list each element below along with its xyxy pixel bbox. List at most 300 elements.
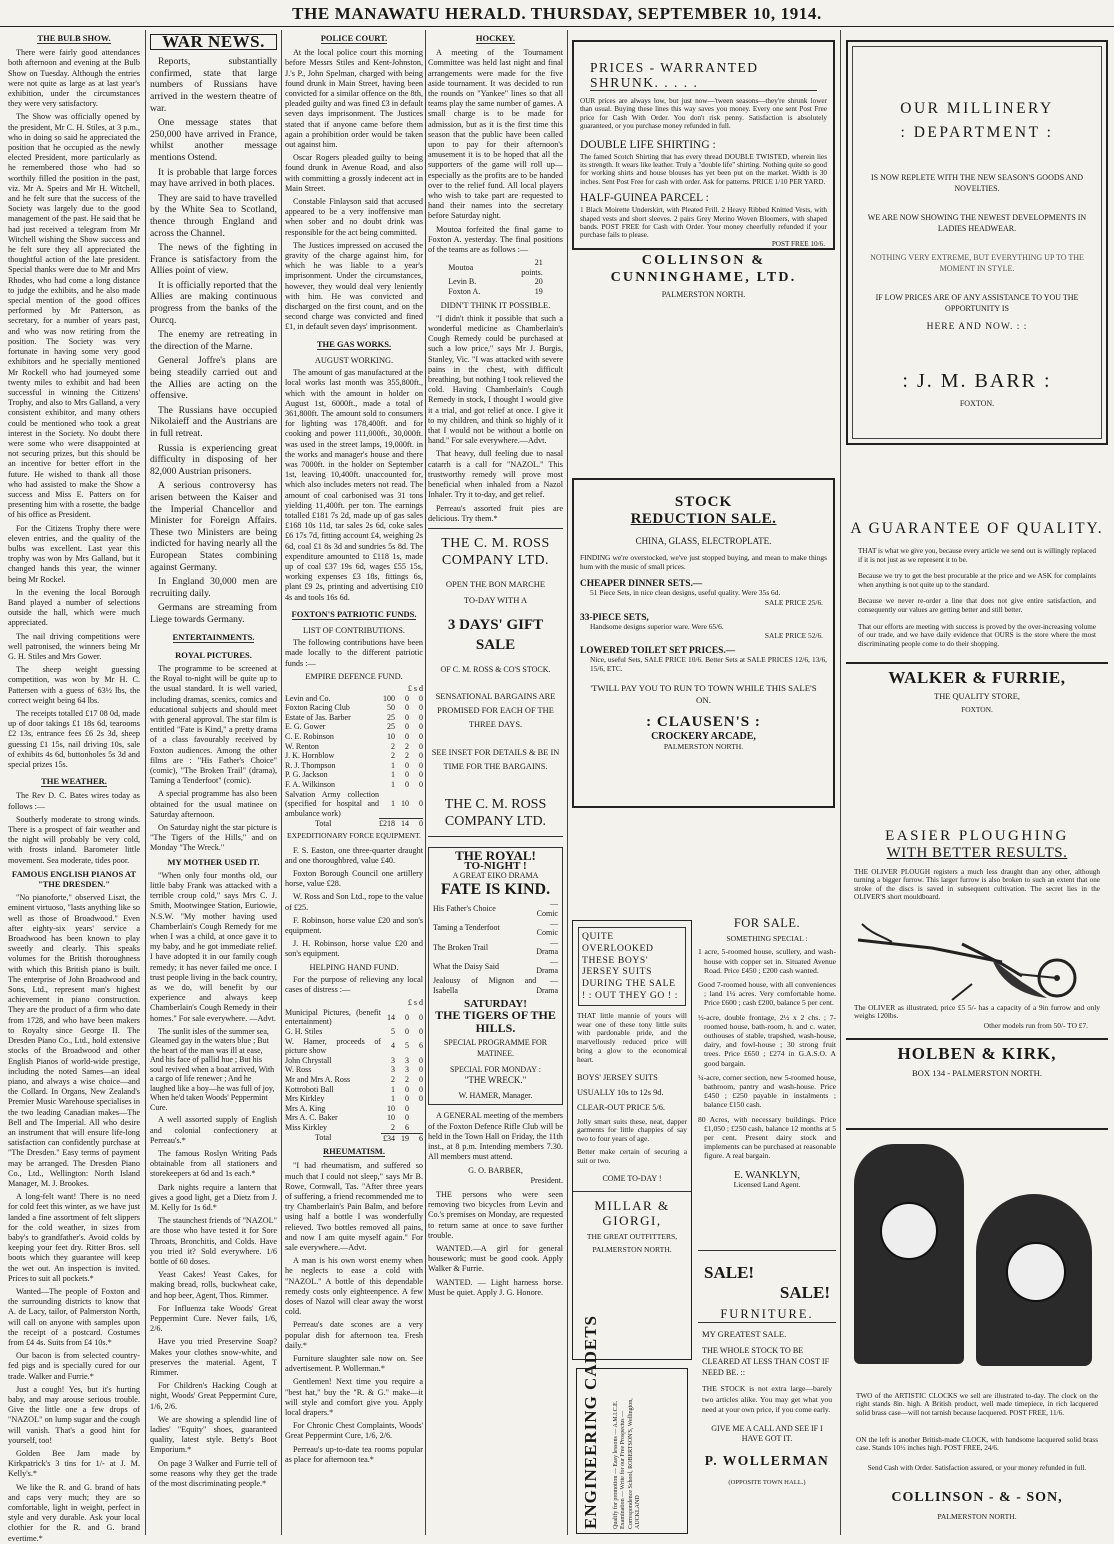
- table-row: [285, 1113, 423, 1123]
- article-paragraph: There were fairly good attendances both afternoon and evening at the Bulb Show on Tuesday. Although the entries were not quite as large as at last year's exhibition, under the circumstances they were very satisfactory.: [8, 48, 140, 109]
- come-today: COME TO-DAY !: [602, 1173, 662, 1183]
- empire-fund-heading: EMPIRE DEFENCE FUND.: [305, 671, 403, 681]
- cadets-title: ENGINEERING CADETS: [581, 1314, 600, 1529]
- article-paragraph: For the purpose of relieving any local cases of distress :—: [285, 974, 423, 995]
- article-paragraph: Perreau's assorted fruit pies are delicious. Try them.*: [428, 503, 563, 523]
- article-paragraph: Perreau's up-to-date tea rooms popular as place for afternoon tea.*: [285, 1444, 423, 1464]
- row-amount: —Drama: [536, 976, 558, 995]
- shirting-heading: DOUBLE LIFE SHIRTING :: [580, 138, 716, 151]
- row-amount: —Comic: [536, 899, 558, 918]
- millinery-line: NOTHING VERY EXTREME, BUT EVERYTHING UP TO THE MOMENT IN STYLE.: [870, 253, 1084, 273]
- row-label: W. Ross: [285, 1065, 312, 1075]
- row-amount: 0: [405, 770, 409, 780]
- mother-heading: MY MOTHER USED IT.: [167, 856, 260, 867]
- table-row: [285, 1123, 423, 1133]
- row-label: Mr and Mrs A. Ross: [285, 1074, 351, 1084]
- parcel-price: POST FREE 10/6.: [771, 239, 825, 248]
- article-paragraph: The enemy are retreating in the direction of the Marne.: [150, 329, 277, 352]
- millar-sub: THE GREAT OUTFITTERS,: [586, 1231, 678, 1241]
- wanklyn-name: E. WANKLYN,: [733, 1169, 801, 1181]
- table-row: [285, 1094, 423, 1104]
- jersey-usual: USUALLY 10s to 12s 9d.: [577, 1087, 664, 1097]
- row-amount: 2: [391, 741, 395, 751]
- total-cell: 19: [395, 1133, 409, 1143]
- total-cell: Total: [315, 1133, 332, 1143]
- rheumatism-heading: RHEUMATISM.: [323, 1146, 385, 1157]
- article-paragraph: The Rev D. C. Bates wires today as follows :—: [8, 791, 140, 811]
- row-amount: 0: [419, 703, 423, 713]
- article-paragraph: A GENERAL meeting of the members of the Foxton Defence Rifle Club will be held in the Town Hall on Friday, the 11th inst., at 8 p.m. Intending members 7.30. All members must attend.: [428, 1111, 563, 1162]
- row-amount: 6: [405, 1122, 409, 1132]
- row-label: Mrs A. King: [285, 1103, 326, 1113]
- article-paragraph: The following contributions have been made locally to the different patriotic funds :—: [285, 638, 423, 668]
- furniture-heading: FURNITURE.: [698, 1307, 836, 1323]
- table-row: [285, 1065, 423, 1075]
- article-paragraph: One message states that 250,000 have arrived in France, whilst another message mentions Ostend.: [150, 117, 277, 163]
- row-label: John Chrystall: [285, 1055, 332, 1065]
- collinson-name: COLLINSON & CUNNINGHAME, LTD.: [610, 252, 797, 285]
- row-amount: 3: [405, 1055, 409, 1065]
- cadets-details: Qualify for promotion — Easy lessons — A.M.I.C.E. Examination — Write for our Free Prospectus — Correspondence School, ROBERTSON'S, Wellington, AUCKLAND: [613, 1398, 642, 1529]
- row-amount: 0: [419, 1094, 423, 1104]
- article-paragraph: Germans are streaming from Liege towards Germany.: [150, 602, 277, 625]
- row-label: Mrs Kirkley: [285, 1094, 325, 1104]
- jersey-clear: CLEAR-OUT PRICE 5/6.: [577, 1102, 666, 1112]
- article-paragraph: A well assorted supply of English and colonial confectionery at Perreau's.*: [150, 1115, 277, 1145]
- article-paragraph: The sheep weight guessing competition, was won by Mr H. C. Pattersen with a guess of 63½ lbs, the correct weight being 64 lbs.: [8, 665, 140, 705]
- table-row: [285, 770, 423, 780]
- article-paragraph: In the evening the local Borough Band played a number of selections outside the hall, which were much appreciated.: [8, 587, 140, 628]
- row-amount: 0: [419, 1027, 423, 1037]
- row-amount: 2: [405, 741, 409, 751]
- ross-company-name: THE C. M. ROSS COMPANY LTD.: [444, 796, 547, 829]
- ad-paragraph: FINDING we're overstocked, we've just stopped buying, and mean to make things hum with the music of small prices.: [580, 553, 827, 571]
- article-paragraph: "I had rheumatism, and suffered so much that I could not sleep," says Mr B. Rowe, Cornwall, Tas. "After three years of suffering, a friend recommended me to try Chamberlain's Pain Balm, and before using half a bottle I was wonderfully relieved. Two bottles removed all pains, and now I am quite myself again." For sale everywhere.—Advt.: [285, 1161, 423, 1252]
- clock-left-illustration: [854, 1144, 964, 1364]
- row-amount: 20: [534, 277, 543, 287]
- row-label: Municipal Pictures, (benefit entertainment): [285, 1007, 381, 1027]
- bulb-show-heading: THE BULB SHOW.: [37, 33, 111, 43]
- table-row: [448, 277, 543, 287]
- barr-name: : J. M. BARR :: [902, 370, 1052, 392]
- forsale-item: ½-acre, double frontage, 2½ x 2 chs. ; 7-roomed house, bath-room, h. and c. water, outhouses of stable, trapshed, wash-house, dairy, and fowl-house ; 30 strong fruit trees. Price £650 ; £274 in G.A.S.O. A good bargain.: [698, 1012, 836, 1068]
- article-paragraph: The staunchest friends of "NAZOL" are those who have tested it for Sore Throats, Bronchitis, and Colds. Have you tried it? Sold everywhere. 1/6 bottle of 60 doses.: [150, 1216, 278, 1266]
- article-paragraph: Our bacon is from selected country-fed pigs and is specially cured for our trade. Walker and Furrie.*: [8, 1351, 140, 1381]
- table-row: [285, 722, 423, 732]
- row-amount: 0: [419, 722, 423, 732]
- column-2: [150, 30, 277, 1535]
- total-row: [285, 1133, 423, 1143]
- royal-tonight: TO-NIGHT !: [464, 859, 527, 872]
- article-paragraph: The famous Roslyn Writing Pads obtainable from all stationers and storekeepers at 6d and 1s each.*: [150, 1148, 277, 1179]
- parcel-heading: HALF-GUINEA PARCEL :: [580, 192, 709, 205]
- row-label: Moutoa: [448, 263, 474, 273]
- table-row: [285, 1056, 423, 1066]
- row-amount: 0: [405, 712, 409, 722]
- royal-manager: W. HAMER, Manager.: [458, 1091, 533, 1101]
- ad-paragraph: Jolly smart suits these, neat, dapper garments for little chappies of say two to four years of age.: [577, 1116, 687, 1144]
- article-paragraph: That heavy, dull feeling due to nasal catarrh is a call for "NAZOL." This trustworthy remedy will prove most beneficial when inhaled from a Nazol Inhaler. Try it to-day, and get relief.: [428, 449, 563, 500]
- article-paragraph: For the Citizens Trophy there were eleven entries, and the quality of the bulbs was excellent. Last year this trophy was won by Mrs Galland, but it changed hands this year, the winner being Mr Rockel.: [8, 523, 140, 584]
- millar-advert: [572, 920, 692, 1360]
- row-label: Kottroboti Ball: [285, 1084, 334, 1094]
- overlooked-heading: QUITE OVERLOOKED THESE BOYS' JERSEY SUITS DURING THE SALE ! : OUT THEY GO ! :: [578, 927, 686, 1006]
- guarantee-heading: A GUARANTEE OF QUALITY.: [850, 520, 1104, 537]
- row-amount: 1: [391, 1084, 395, 1094]
- article-paragraph: For Children's Hacking Cough at night, Woods' Great Peppermint Cure, 1/6, 2/6.: [150, 1381, 277, 1411]
- row-label: Taming a Tenderfoot: [433, 923, 500, 933]
- ad-paragraph: 51 Piece Sets, in nice clean designs, useful quality. Were 35s 6d.: [590, 588, 781, 598]
- row-amount: 0: [419, 770, 423, 780]
- row-amount: 19: [534, 287, 543, 297]
- ross-line: TO-DAY WITH A: [463, 595, 528, 606]
- royal-wreck: "THE WRECK.": [464, 1075, 527, 1086]
- column-rule: [840, 30, 841, 1535]
- row-amount: 0: [405, 1012, 409, 1022]
- table-row: [433, 957, 558, 976]
- classified: WANTED.—A girl for general housework; must be good cook. Apply Walker & Furrie.: [428, 1243, 563, 1274]
- cadets-advert: [576, 1314, 688, 1534]
- article-paragraph: Perreau's date scones are a very popular dish for afternoon tea. Fresh daily.*: [285, 1320, 423, 1350]
- war-news-heading: WAR NEWS.: [150, 34, 277, 50]
- toilet-heading: LOWERED TOILET SET PRICES.—: [580, 646, 736, 657]
- row-amount: 0: [419, 751, 423, 761]
- column-rule: [425, 30, 426, 1535]
- row-amount: 2: [391, 1122, 395, 1132]
- forsale-item: Good 7-roomed house, with all conveniences ; land 1¼ acres. Very comfortable home. Price £600 ; cash £200, balance 5 per cent.: [698, 980, 836, 1008]
- sale-price: SALE PRICE 52/6.: [764, 631, 823, 641]
- table-row: [285, 1104, 423, 1114]
- ad-paragraph: Handsome designs superior ware. Were 65/6.: [590, 621, 724, 631]
- prices-heading: PRICES - WARRANTED SHRUNK. . . . .: [590, 60, 817, 91]
- row-amount: 2: [405, 1074, 409, 1084]
- ross-line: SEE INSET FOR DETAILS & BE IN TIME FOR THE BARGAINS.: [431, 747, 560, 771]
- clausen-sub: CROCKERY ARCADE,: [651, 730, 756, 742]
- article-paragraph: For Chronic Chest Complaints, Woods' Great Peppermint Cure, 1/6, 2/6.: [285, 1421, 423, 1441]
- row-label: R. J. Thompson: [285, 760, 336, 770]
- ad-paragraph: That our efforts are meeting with success is proved by the over-increasing volume of our trade, and we have daily evidence that OURS is the store where the most discriminating people come to do their shopping.: [858, 622, 1096, 648]
- dinner-heading: CHEAPER DINNER SETS.—: [580, 579, 703, 590]
- article-paragraph: General Joffre's plans are being steadily carried out and the Allies are acting on the offensive.: [150, 355, 277, 402]
- article-paragraph: The news of the fighting in France is satisfactory from the Allies point of view.: [150, 242, 277, 277]
- walker-furrie-advert: [846, 495, 1108, 815]
- forsale-sub: SOMETHING SPECIAL :: [726, 934, 808, 944]
- article-paragraph: THE persons who were seen removing two bicycles from Levin and Co.'s premises on Monday, are requested to return same at once to save further trouble.: [428, 1189, 563, 1240]
- hockey-heading: HOCKEY.: [475, 33, 516, 43]
- row-label: Levin and Co.: [285, 693, 331, 703]
- royal-drama: A GREAT EIKO DRAMA: [452, 870, 539, 880]
- royal-ad-heading: THE ROYAL!: [455, 847, 536, 863]
- row-amount: 1: [391, 760, 395, 770]
- ad-paragraph: 1 Black Moirette Underskirt, with Pleated Frill. 2 Heavy Ribbed Knitted Vests, with shaped vests and short sleeves. 2 pairs Grey Merino Woven Bloomers, with shaped bands. POST FREE for Cash with Order. Your money cheerfully refunded if your purchase fails to please.: [580, 206, 827, 240]
- millinery-line: IS NOW REPLETE WITH THE NEW SEASON'S GOODS AND NOVELTIES.: [871, 173, 1083, 193]
- row-amount: 0: [405, 731, 409, 741]
- row-label: P. G. Jackson: [285, 770, 328, 780]
- table-row: [285, 761, 423, 771]
- table-row: [285, 742, 423, 752]
- article-paragraph: It is probable that large forces may have arrived in both places.: [150, 166, 277, 190]
- give-call: GIVE ME A CALL AND SEE IF I HAVE GOT IT.: [711, 1423, 823, 1444]
- row-amount: 3: [405, 1065, 409, 1075]
- article-paragraph: Dark nights require a lantern that gives a good light, get a Dietz from J. M. Kelly for 1s 6d.*: [150, 1182, 277, 1212]
- table-row: [285, 1008, 423, 1027]
- article-paragraph: Constable Finlayson said that accused appeared to be a very inoffensive man when sober and no doubt drink was responsible for the act being committed.: [285, 197, 423, 237]
- sale-price: SALE PRICE 25/6.: [764, 597, 823, 607]
- clocks-advert: [846, 1128, 1108, 1533]
- funds-subheading: LIST OF CONTRIBUTIONS.: [303, 625, 405, 635]
- holben-sub: BOX 134 - PALMERSTON NORTH.: [911, 1067, 1043, 1078]
- millinery-line: WE ARE NOW SHOWING THE NEWEST DEVELOPMENTS IN LADIES HEADWEAR.: [867, 213, 1087, 233]
- row-amount: 0: [405, 703, 409, 713]
- table-row: [433, 899, 558, 918]
- reduction-sale-heading: REDUCTION SALE.: [630, 511, 777, 527]
- row-amount: 4: [391, 1041, 395, 1051]
- helping-fund-table: [285, 998, 423, 1143]
- weather-heading: THE WEATHER.: [41, 776, 107, 787]
- column-rule: [281, 30, 282, 1535]
- article-paragraph: The Russians have occupied Nikolaieff and the Austrians are in full retreat.: [150, 404, 277, 440]
- table-row: [285, 703, 423, 713]
- row-label: Miss Kirkley: [285, 1123, 327, 1133]
- row-amount: 6: [419, 1041, 423, 1051]
- row-amount: 0: [405, 760, 409, 770]
- plough-illustration: [852, 904, 1102, 1004]
- row-amount: 1: [391, 770, 395, 780]
- row-label: What the Daisy Said: [433, 961, 499, 971]
- table-row: [433, 976, 558, 995]
- row-amount: 1: [391, 779, 395, 789]
- row-label: Levin B.: [448, 277, 477, 287]
- row-amount: 0: [405, 1084, 409, 1094]
- total-cell: Total: [315, 818, 332, 828]
- police-court-heading: POLICE COURT.: [320, 33, 388, 43]
- row-label: Foxton A.: [448, 287, 481, 297]
- royal-tigers: THE TIGERS OF THE HILLS.: [435, 1008, 556, 1036]
- pianos-heading: FAMOUS ENGLISH PIANOS AT "THE DRESDEN.": [11, 868, 137, 890]
- total-cell: 6: [409, 1133, 423, 1143]
- row-amount: 0: [419, 712, 423, 722]
- royal-monday: SPECIAL FOR MONDAY :: [450, 1064, 541, 1074]
- ad-paragraph: THE OLIVER PLOUGH registers a much less draught than any other, although turning a bigger furrow. This larger furrow is also broken to such an extent that one stroke of the discs is saved in subsequent cultivation. The secret lies in the OLIVER'S short mouldboard.: [854, 868, 1100, 902]
- helping-hand-heading: HELPING HAND FUND.: [309, 962, 399, 972]
- wollerman-sub: (OPPOSITE TOWN HALL.): [728, 1478, 806, 1486]
- row-amount: [409, 1123, 423, 1133]
- row-amount: 100: [383, 693, 395, 703]
- gas-subheading: AUGUST WORKING.: [314, 355, 394, 365]
- table-row: [285, 780, 423, 790]
- clausen-town: PALMERSTON NORTH.: [663, 741, 744, 751]
- ad-paragraph: The famed Scotch Shirting that has every thread DOUBLE TWISTED, wherein lies its strength. It wears like leather. Truly a "double life" shirting. Nothing quite so good for working shirts and house blouses has yet been put on the market. Width is 30 inches. Sent Post Free for cash with order. Ask for patterns. PRICE 1/10 PER YARD.: [580, 152, 827, 186]
- ross-company-name: THE C. M. ROSS COMPANY LTD.: [441, 535, 550, 568]
- poem: The sunlit isles of the summer sea, Gleamed gay in the waters blue ; But the heart of the man was ill at ease, And his face of pallid hue ; But his soul revived when a boat arrived, With a cargo of life renewer ; And he laughed like a boy—he was full of joy, When he'd taken Woods' Peppermint Cure.: [150, 1026, 275, 1112]
- article-paragraph: J. H. Robinson, horse value £20 and son's equipment.: [285, 939, 423, 959]
- ad-paragraph: Because we try to get the best procurable at the price and we ASK for complaints when anything is not quite up to the standard.: [858, 572, 1096, 589]
- wollerman-advert: [698, 1250, 836, 1534]
- article-paragraph: On Saturday night the star picture is "The Tigers of the Hills," and on Monday "The Wreck.": [150, 822, 277, 853]
- article-paragraph: A special programme has also been obtained for the usual matinee on Saturday afternoon.: [150, 789, 277, 819]
- row-amount: 5: [391, 1027, 395, 1037]
- clausen-name: : CLAUSEN'S :: [646, 713, 761, 730]
- row-label: Foxton Racing Club: [285, 703, 350, 713]
- article-paragraph: For Influenza take Woods' Great Peppermint Cure. Never fails, 1/6, 2/6.: [150, 1303, 277, 1334]
- clausen-advert: [572, 478, 835, 808]
- row-amount: 0: [405, 722, 409, 732]
- article-paragraph: The programme to be screened at the Royal to-night will be quite up to the usual standard. It is well varied, including dramas, scenics, comics and educational subjects and should meet with general approval. The star film is entitled "Fate is Kind," a pretty drama of a class favourably received by Foxton audiences. Among the other films are : "His Father's Choice" (comic), "The Broken Trail" (drama), Taming a Tenderfoot" (comic).: [150, 663, 277, 786]
- row-label: G. H. Stiles: [285, 1027, 323, 1037]
- twill-line: 'TWILL PAY YOU TO RUN TO TOWN WHILE THIS SALE'S ON.: [590, 682, 817, 705]
- department-heading: : DEPARTMENT :: [900, 124, 1054, 141]
- table-row: [285, 790, 423, 819]
- article-paragraph: Golden Bee Jam made by Kirkpatrick's 3 tins for 1/- at J. M. Kelly's.*: [8, 1449, 140, 1479]
- row-amount: 0: [405, 1103, 409, 1113]
- article-paragraph: Just a cough! Yes, but it's hurting baby, and may arouse serious trouble. Give the little one a few drops of "NAZOL" on lump sugar and the cough will vanish. That's a good hint for yourself, too!: [8, 1384, 140, 1445]
- row-amount: 0: [419, 731, 423, 741]
- row-label: Salvation Army collection (specified for hospital and ambulance work): [285, 789, 379, 818]
- article-paragraph: We like the R. and G. brand of hats and caps very much; they are so comfortable, light in weight, perfect in style and very durable. Ask your local clothier for the R. and G. brand evertime.*: [8, 1482, 140, 1543]
- row-amount: 50: [387, 703, 395, 713]
- barr-advert: [846, 40, 1108, 445]
- article-paragraph: A long-felt want! There is no need for cold feet this winter, as we have just landed a fine assortment of felt slippers for the cold weather, in sizes from baby's to grandfather's. Avoid colds by keeping your feet dry. Ritter Bros. sell boots which they guarantee will keep the wet out. An inspection is invited. Prices to suit all pockets.*: [8, 1192, 140, 1283]
- signature: President.: [530, 1175, 563, 1185]
- royal-special: SPECIAL PROGRAMME FOR MATINEE.: [443, 1038, 548, 1058]
- article-paragraph: Wanted—The people of Foxton and the surrounding districts to know that A. de Lacy, tailor, of Palmerston North, will call on anyone with samples upon the receipt of a postcard. Costumes from £4 4s. Suits from £4 10s.*: [8, 1286, 140, 1347]
- row-amount: 25: [387, 712, 395, 722]
- table-row: [285, 1075, 423, 1085]
- wollerman-name: P. WOLLERMAN: [704, 1452, 830, 1468]
- column-rule: [145, 30, 146, 1535]
- row-amount: —Comic: [536, 918, 558, 938]
- jersey-heading: BOYS' JERSEY SUITS: [577, 1072, 658, 1082]
- row-amount: 2: [391, 751, 395, 761]
- masthead: THE MANAWATU HERALD. THURSDAY, SEPTEMBER 10, 1914.: [0, 0, 1114, 27]
- hockey-standings: [448, 258, 543, 296]
- ad-paragraph: The OLIVER as illustrated, price £5 5/- has a capacity of a 9in furrow and only weighs 120lbs.: [854, 1002, 1100, 1021]
- total-cell: £34: [383, 1133, 395, 1143]
- ad-paragraph: THE STOCK is not extra large—barely two articles alike. You may get what you need at your own price, if you come early.: [702, 1384, 832, 1415]
- total-cell: 14: [395, 818, 409, 828]
- wf-town: FOXTON.: [961, 705, 993, 715]
- holben-name: HOLBEN & KIRK,: [846, 1038, 1108, 1064]
- row-amount: 0: [419, 693, 423, 703]
- plough-heading: WITH BETTER RESULTS.: [886, 845, 1068, 861]
- gas-works-heading: THE GAS WORKS.: [316, 338, 392, 349]
- row-amount: [409, 1113, 423, 1123]
- greatest-sale: MY GREATEST SALE.: [702, 1329, 787, 1339]
- article-paragraph: The amount of gas manufactured at the local works last month was 355,800ft., which with the amount in holder on August 1st, 6000ft., made a total of 361,800ft. The amount sold to consumers for lighting was 178,400ft. and for cooking and power 111,000ft., 30,000ft. was used in the street lamps, 19,000ft. in the works and manager's house and there was 7000ft. in the holder on September 1st, leaving 10,400ft. unaccounted for, which also includes meters not read. The amount of coal carbonised was 31 tons yielding 11,400ft. per ton. The earnings totalled £181 7s 2d, made up of gas sales £168 10s 11d, tar sales 2s 6d, coke sales £6 17s 7d, fitting account £4, weighing 2s 6d, coal £1 8s 3d and sundries 5s 8d. The expenditure amounted to £118 1s, made up of coal £37 19s 6d, wages £55 15s, working expenses £3 18s, fittings 6s, plant £9 2s, printing and advertising £10 4s and tools 16s 6d.: [285, 368, 423, 602]
- row-amount: 10: [387, 1103, 395, 1113]
- article-paragraph: Yeast Cakes! Yeast Cakes, for making bread, rolls, buckwheat cake, and hop beer, Agent, Thos. Rimmer.: [150, 1270, 277, 1300]
- row-label: Mrs A. C. Baker: [285, 1113, 338, 1123]
- table-row: [433, 919, 558, 938]
- patriotic-funds-heading: FOXTON'S PATRIOTIC FUNDS.: [291, 608, 417, 619]
- row-amount: 0: [405, 693, 409, 703]
- collinson-advert: [572, 40, 835, 299]
- royal-title: FATE IS KIND.: [440, 881, 551, 899]
- row-label: F. A. Wilkinson: [285, 779, 336, 789]
- table-row: [448, 258, 543, 277]
- row-amount: 2: [405, 751, 409, 761]
- table-row: [285, 732, 423, 742]
- article-paragraph: Have you tried Preservine Soap? Makes your clothes snow-white, and preserves the material. Agent, T Rimmer.: [150, 1337, 277, 1377]
- row-label: His Father's Choice: [433, 904, 496, 914]
- article-paragraph: F. Robinson, horse value £20 and son's equipment.: [285, 915, 423, 936]
- royal-advert: [428, 847, 563, 1106]
- ad-paragraph: Nice, useful Sets, SALE PRICE 10/6. Better Sets at SALE PRICES 12/6, 13/6, 15/6, ETC.: [590, 655, 827, 673]
- total-cell: £218: [379, 818, 395, 828]
- table-row: [285, 694, 423, 704]
- sets33-heading: 33-PIECE SETS,: [580, 612, 649, 623]
- column-4: [428, 30, 563, 1535]
- row-amount: [409, 1104, 423, 1114]
- signature: G. O. BARBER,: [468, 1165, 523, 1175]
- stock-heading: STOCK: [674, 494, 733, 510]
- ad-paragraph: Send Cash with Order. Satisfaction assured, or your money refunded in full.: [867, 1464, 1087, 1472]
- row-amount: 0: [419, 1055, 423, 1065]
- row-amount: 0: [419, 741, 423, 751]
- column-3: [285, 30, 423, 1535]
- column-1: [8, 30, 140, 1543]
- row-label: Jealousy of Mignon and Isabella: [433, 976, 537, 995]
- table-row: [285, 713, 423, 723]
- wanklyn-sub: Licensed Land Agent.: [733, 1179, 801, 1189]
- millar-name: MILLAR & GIORGI,: [594, 1197, 670, 1228]
- row-amount: 0: [419, 779, 423, 789]
- royal-pictures-heading: ROYAL PICTURES.: [175, 649, 252, 660]
- empire-fund-table: [285, 684, 423, 828]
- row-amount: —Drama: [536, 956, 558, 976]
- total-row: [285, 818, 423, 828]
- royal-films: [433, 899, 558, 995]
- table-row: [448, 287, 543, 297]
- row-amount: 5: [405, 1041, 409, 1051]
- row-amount: 21 points.: [521, 258, 543, 277]
- row-amount: 3: [391, 1065, 395, 1075]
- ad-paragraph: OUR prices are always low, but just now—'tween seasons—they're shrunk lower than usual. Buying these lines this way saves you money. Every one sent Post Free price for Cash With Order. You don't risk penny. Satisfaction is absolutely guaranteed, or you purchase money refunded in full.: [580, 97, 827, 131]
- exped-heading: EXPEDITIONARY FORCE EQUIPMENT.: [287, 831, 421, 841]
- ad-paragraph: THAT is what we give you, because every article we send out is willingly replaced if it is not just as we represent it to be.: [858, 547, 1096, 564]
- row-amount: 0: [405, 1094, 409, 1104]
- ross-line: OF C. M. ROSS & CO'S STOCK.: [440, 665, 551, 675]
- table-row: [285, 1027, 423, 1037]
- article-paragraph: At the local police court this morning before Messrs Stiles and Kent-Johnston, J.'s P., John Spelman, charged with being found drunk in Main Street, having been convicted for a similar offence on the 8th, pleaded guilty and was fined £3 in default seven days imprisonment. The Justices stated that if anyone came before them again a prohibition order would be taken out against him.: [285, 48, 423, 150]
- row-amount: 3: [391, 1055, 395, 1065]
- total-cell: 0: [409, 818, 423, 828]
- whole-stock: THE WHOLE STOCK TO BE CLEARED AT LESS THAN COST IF NEED BE. ::: [702, 1346, 830, 1377]
- stock-subheading: CHINA, GLASS, ELECTROPLATE.: [635, 536, 772, 546]
- classified: WANTED. — Light harness horse. Must be quiet. Apply J. G. Honore.: [428, 1277, 563, 1297]
- forsale-item: ¼-acre, corner section, new 5-roomed house, bathroom, pantry and wash-house. Price £450 ; £250 payable in instalments ; balance £150 cash.: [698, 1072, 836, 1110]
- forsale-item: 1 acre, 5-roomed house, scullery, and wash-house with copper set in. Situated Avenue Road. Price £450 ; £200 cash wanted.: [698, 947, 836, 975]
- article-paragraph: Moutoa forfeited the final game to Foxton A. yesterday. The final positions of the teams are as follows :—: [428, 224, 563, 255]
- row-label: E. G. Gower: [285, 722, 326, 732]
- millinery-line: IF LOW PRICES ARE OF ANY ASSISTANCE TO YOU THE OPPORTUNITY IS: [875, 293, 1079, 313]
- article-paragraph: "No pianoforte," observed Liszt, the eminent virtuoso, "lasts anything like so well as those of Broadwood." Even after eighty-six years' service a Broadwood has been known to play sweetly and clearly. This speaks volumes for the British thoroughness with which this British piano is built. The enterprise of John Broadwood and Sons, Ltd., represent man's highest achievement in piano construction. They are the product of a firm who date from 1728, and who have been makers to Royalty since George II. The Dresden Piano Co., Ltd., hold extensive stocks of the Broadwood and other English Pianos of world-wide prestige, including the noted Sames—an ideal piano, and always a wise choice—and the Collard. In Organs, New Zealand's Premier Music Warehouse specialises in the two leading Canadian makes—The Bell and The Imperial. All who desire an instrument that will ensure life-long satisfaction can confidently purchase at "The Dresden." Easy terms of payment may be arranged. The Dresden Piano Co., Ltd., Wellington: North Island Manager, M. J. Brookes.: [8, 893, 140, 1188]
- ross-line: SENSATIONAL BARGAINS ARE PROMISED FOR EACH OF THE THREE DAYS.: [435, 691, 556, 729]
- row-amount: 10: [401, 798, 409, 808]
- article-paragraph: The nail driving competitions were well patronised, the winners being Mr G. H. Stiles and Mrs Gower.: [8, 631, 140, 661]
- row-amount: 0: [419, 798, 423, 808]
- article-paragraph: A meeting of the Tournament Committee was held last night and final arrangements were made for the five aside tournament. It was decided to run the rounds on "Yankee" lines so that all teams play the same number of games. A small charge is to be made for admission, but as it is the first time this season that the public have been called upon to pay for their afternoon's amusement it is to be hoped that all the supporters of the game will roll up—especially as the profits are to be handed over to the relief fund. All local players who wish to take part are requested to hand their names into the secretary before Saturday night.: [428, 48, 563, 221]
- collinson-son-name: COLLINSON - & - SON,: [891, 1490, 1063, 1505]
- clock-right-illustration: [976, 1194, 1092, 1366]
- article-paragraph: Russia is experiencing great difficulty in disposing of her 82,000 Austrian prisoners.: [150, 442, 277, 477]
- forsale-heading: FOR SALE.: [733, 916, 801, 930]
- lsd-header: £ s d: [407, 683, 423, 693]
- ross-advert: [428, 528, 563, 837]
- plough-heading: EASIER PLOUGHING: [885, 828, 1069, 844]
- row-amount: 25: [387, 722, 395, 732]
- forsale-item: 80 Acres, with necessary buildings. Price £1,050 ; £250 cash, balance 12 months at 5 per cent. Present dairy stock and implements can be purchased at reasonable figure. A real bargain.: [698, 1114, 836, 1161]
